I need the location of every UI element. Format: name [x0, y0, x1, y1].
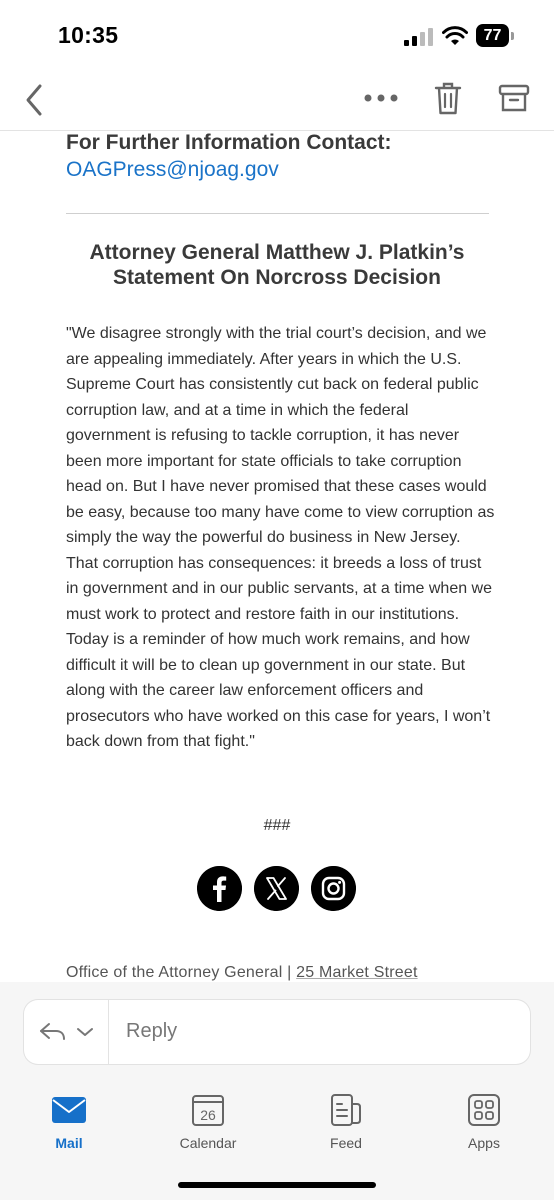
tab-bar	[0, 1082, 554, 1200]
back-chevron-icon[interactable]	[20, 80, 50, 120]
battery-tip	[511, 32, 514, 40]
contact-heading: For Further Information Contact:	[66, 131, 392, 154]
apps-grid-icon	[466, 1092, 502, 1128]
calendar-day: 26	[200, 1107, 216, 1123]
footer-street-link[interactable]: 25 Market Street	[296, 964, 418, 981]
facebook-icon[interactable]	[197, 866, 242, 911]
mail-envelope-icon	[51, 1092, 87, 1128]
battery-level: 77	[476, 24, 509, 47]
tab-apps-label: Apps	[468, 1135, 500, 1151]
end-marks: ###	[263, 817, 291, 834]
home-indicator	[178, 1182, 376, 1188]
trash-icon[interactable]	[433, 80, 463, 116]
calendar-icon	[190, 1092, 226, 1128]
message-toolbar	[0, 70, 554, 131]
contact-email-link[interactable]: OAGPress@njoag.gov	[66, 158, 279, 181]
archive-box-icon[interactable]	[498, 82, 530, 114]
instagram-icon[interactable]	[311, 866, 356, 911]
chevron-down-icon	[76, 1026, 94, 1038]
tab-mail[interactable]	[19, 1092, 119, 1151]
status-bar	[0, 0, 554, 70]
tab-calendar[interactable]	[158, 1092, 258, 1151]
email-body	[0, 131, 554, 981]
x-twitter-icon[interactable]	[254, 866, 299, 911]
divider	[66, 213, 489, 214]
reply-arrow-icon	[38, 1020, 68, 1044]
tab-feed-label: Feed	[330, 1135, 362, 1151]
feed-icon	[328, 1092, 364, 1128]
status-time: 10:35	[58, 22, 119, 48]
reply-box[interactable]	[24, 1000, 530, 1064]
footer-address	[66, 964, 418, 981]
tab-apps[interactable]	[434, 1092, 534, 1151]
reply-area	[0, 982, 554, 1082]
reply-options-button[interactable]	[24, 1000, 109, 1064]
battery-indicator	[476, 24, 514, 48]
statement-title: Attorney General Matthew J. Platkin’s Statement On Norcross Decision	[89, 241, 465, 289]
reply-label: Reply	[126, 1020, 178, 1042]
wifi-icon	[442, 26, 468, 46]
ellipsis-icon[interactable]	[362, 88, 400, 108]
tab-calendar-label: Calendar	[179, 1135, 237, 1151]
tab-mail-label: Mail	[55, 1135, 83, 1151]
social-links	[0, 866, 554, 912]
statement-body: "We disagree strongly with the trial court’s decision, and we are appealing immediately. After years in which the U.S. Supreme Court has consistently cut back on federal public corruption law, and at a time in which the federal government is refusing to tackle corruption, it has never been more important for state officials to take corruption head on. But I have never promised that these cases would be easy, because too many have come to view corruption as simply the way the powerful do business in New Jersey. That corruption has consequences: it breeds a loss of trust in government and in our public servants, at a time when we must work to protect and restore faith in our institutions. Today is a reminder of how much work remains, and how difficult it will be to clean up government in our state. But along with the career law enforcement officers and prosecutors who have worked on this case for years, I won’t back down from that fight."	[66, 325, 495, 750]
footer-office: Office of the Attorney General |	[66, 964, 297, 981]
cellular-signal-icon	[404, 28, 434, 46]
tab-feed[interactable]	[296, 1092, 396, 1151]
